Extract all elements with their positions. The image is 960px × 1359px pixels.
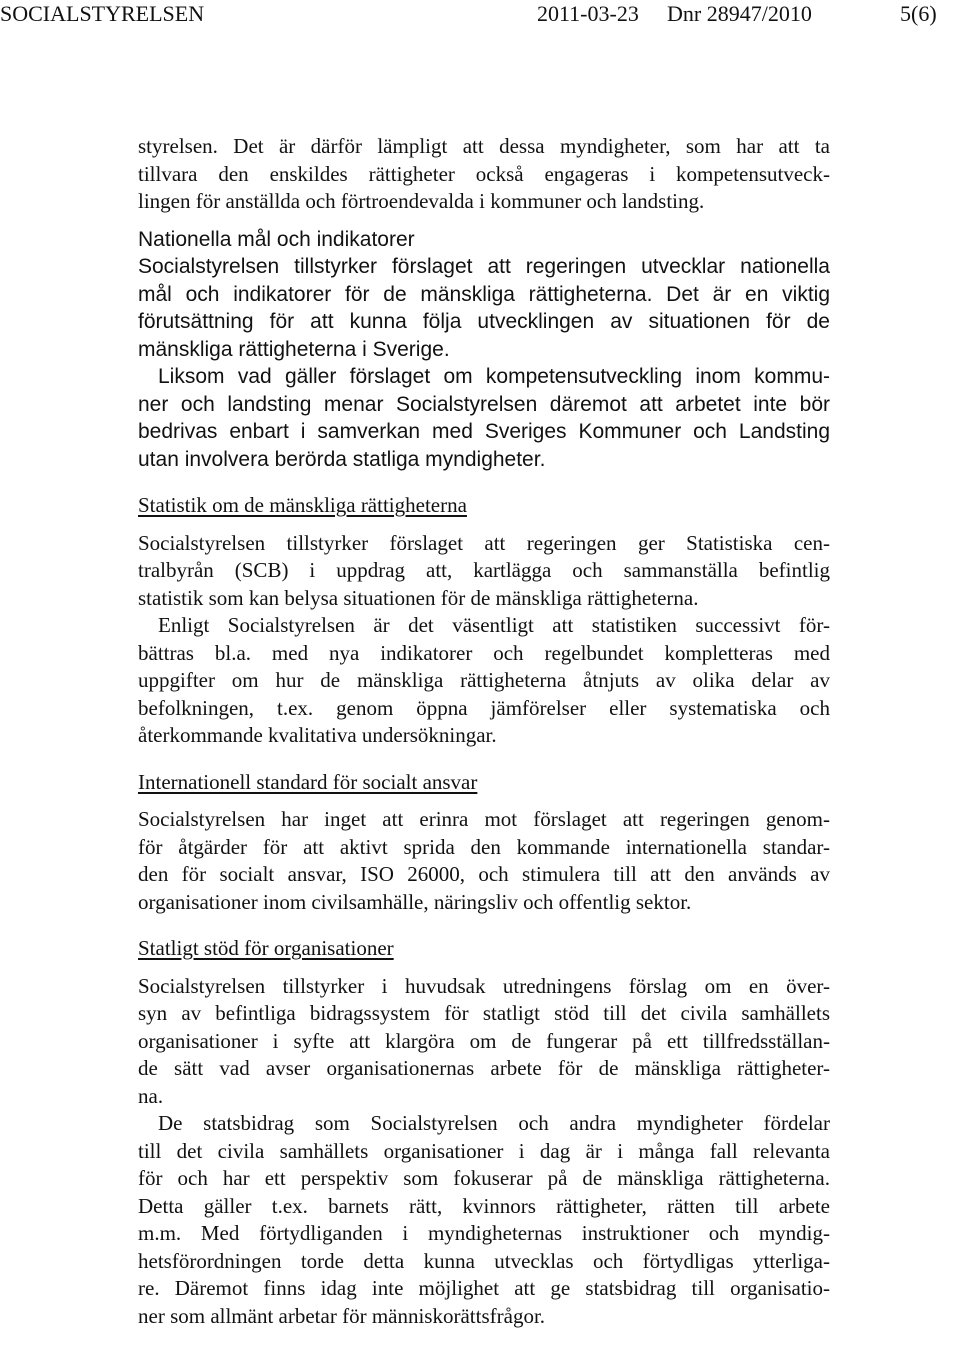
text-line: m.m. Med förtydliganden i myndigheternas instruktioner och myndig- xyxy=(138,1221,830,1245)
text-line: de sätt vad avser organisationernas arbete för de mänskliga rättigheter- xyxy=(138,1056,830,1080)
text-line: re. Däremot finns idag inte möjlighet att ge statsbidrag till organisatio- xyxy=(138,1276,830,1300)
text-line: mänskliga rättigheterna i Sverige. xyxy=(138,337,450,361)
section-paragraph xyxy=(138,1110,830,1330)
text-line: bedrivas enbart i samverkan med Sveriges Kommuner och Landsting xyxy=(138,420,830,443)
text-line: organisationer i syfte att klargöra om de fungerar på ett tillfredsställan- xyxy=(138,1028,830,1053)
header-reference-number: Dnr 28947/2010 xyxy=(667,1,812,26)
section-internationell-standard xyxy=(138,769,830,917)
text-line: tillvara den enskildes rättigheter också engageras i kompetensutveck- xyxy=(138,161,830,186)
section-heading: Statistik om de mänskliga rättigheterna xyxy=(138,493,467,517)
text-line: tralbyrån (SCB) i uppdrag att, kartlägga och sammanställa befintlig xyxy=(138,558,830,582)
intro-paragraph xyxy=(138,133,830,216)
text-line: för åtgärder för att aktivt sprida den kommande internationella standar- xyxy=(138,834,830,859)
section-paragraph xyxy=(138,253,830,363)
text-line: ner och landsting menar Socialstyrelsen däremot att arbetet inte bör xyxy=(138,392,830,416)
text-line: Enligt Socialstyrelsen är det väsentligt att statistiken successivt för- xyxy=(158,613,830,637)
text-line: till det civila samhällets organisationer i dag är i många fall relevanta xyxy=(138,1138,830,1163)
text-line: mål och indikatorer för de mänskliga rättigheterna. Det är en viktig xyxy=(138,282,830,306)
text-line: återkommande kvalitativa undersökningar. xyxy=(138,723,497,747)
text-line: Socialstyrelsen har inget att erinra mot förslaget att regeringen genom- xyxy=(138,807,830,831)
section-paragraph xyxy=(138,806,830,916)
text-line: uppgifter om hur de mänskliga rättigheterna åtnjuts av olika delar av xyxy=(138,668,830,692)
text-line: statistik som kan belysa situationen för de mänskliga rättigheterna. xyxy=(138,585,699,610)
text-line: för och har ett perspektiv som fokuserar på de mänskliga rättigheterna. xyxy=(138,1166,830,1190)
section-statistik xyxy=(138,492,830,750)
text-line: organisationer inom civilsamhälle, näringsliv och offentlig sektor. xyxy=(138,889,692,914)
text-line: bättras bl.a. med nya indikatorer och regelbundet kompletteras med xyxy=(138,640,830,665)
section-nationella-mal xyxy=(138,226,830,474)
section-statligt-stod xyxy=(138,935,830,1330)
text-line: den för socialt ansvar, ISO 26000, och stimulera till att den används av xyxy=(138,862,830,886)
section-heading: Statligt stöd för organisationer xyxy=(138,936,394,960)
text-line: De statsbidrag som Socialstyrelsen och andra myndigheter fördelar xyxy=(158,1111,830,1135)
text-line: syn av befintliga bidragssystem för statligt stöd till det civila samhällets xyxy=(138,1001,830,1025)
section-paragraph xyxy=(138,612,830,750)
section-paragraph xyxy=(138,973,830,1111)
text-line: Detta gäller t.ex. barnets rätt, kvinnors rättigheter, rätten till arbete xyxy=(138,1193,830,1218)
header-date: 2011-03-23 xyxy=(537,1,639,26)
section-heading: Internationell standard för socialt ansvar xyxy=(138,769,478,794)
text-line: ner som allmänt arbetar för människorättsfrågor. xyxy=(138,1303,546,1328)
text-line: na. xyxy=(138,1083,164,1108)
header-organization: SOCIALSTYRELSEN xyxy=(0,1,205,26)
text-line: Socialstyrelsen tillstyrker i huvudsak utredningens förslag om en över- xyxy=(138,973,830,998)
text-line: Socialstyrelsen tillstyrker förslaget att regeringen utvecklar nationella xyxy=(138,255,830,278)
document-body xyxy=(138,133,830,1330)
text-line: styrelsen. Det är därför lämpligt att dessa myndigheter, som har att ta xyxy=(138,134,830,158)
text-line: Socialstyrelsen tillstyrker förslaget att regeringen ger Statistiska cen- xyxy=(138,530,830,555)
text-line: Liksom vad gäller förslaget om kompetensutveckling inom kommu- xyxy=(158,365,830,388)
section-heading-plain: Nationella mål och indikatorer xyxy=(138,227,415,251)
text-line: hetsförordningen torde detta kunna utvecklas och förtydligas ytterliga- xyxy=(138,1248,830,1273)
header-page-number: 5(6) xyxy=(900,1,937,26)
section-paragraph xyxy=(138,530,830,613)
text-line: befolkningen, t.ex. genom öppna jämförelser eller systematiska och xyxy=(138,695,830,720)
text-line: lingen för anställda och förtroendevalda i kommuner och landsting. xyxy=(138,189,705,213)
text-line: förutsättning för att kunna följa utvecklingen av situationen för de xyxy=(138,310,830,333)
section-paragraph xyxy=(138,363,830,473)
text-line: utan involvera berörda statliga myndigheter. xyxy=(138,447,546,471)
page-header xyxy=(0,0,960,34)
